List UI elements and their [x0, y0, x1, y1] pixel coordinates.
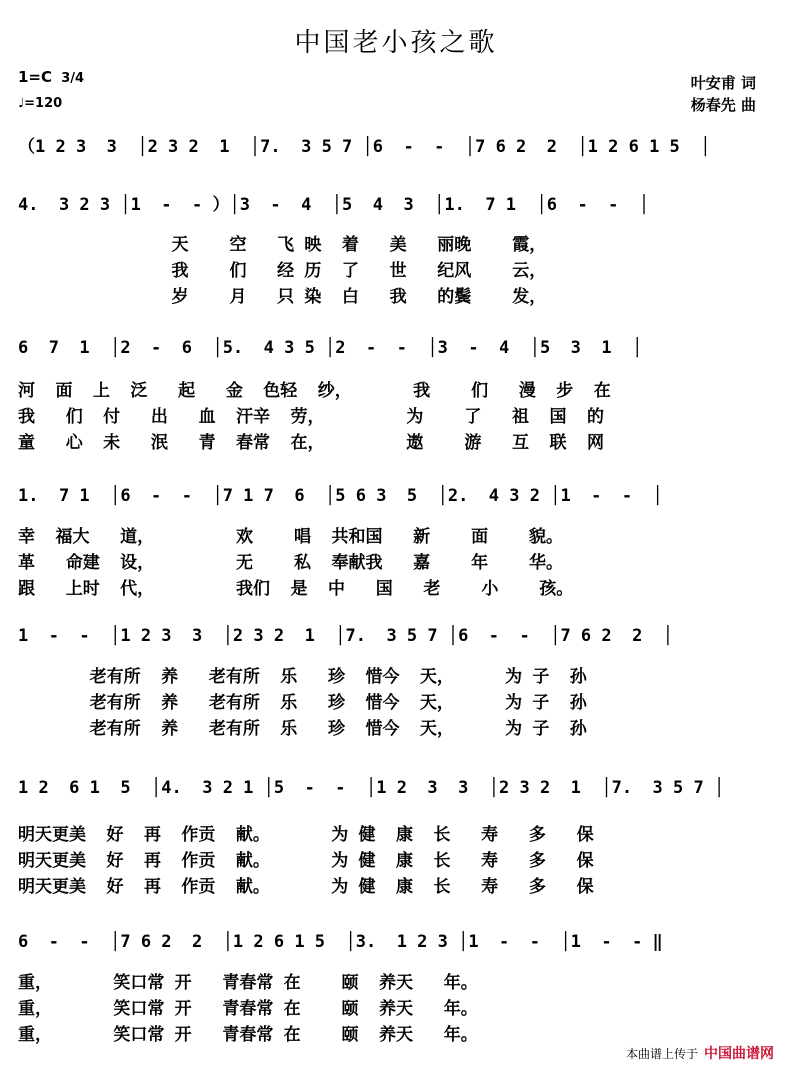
- song-title: 中国老小孩之歌: [294, 28, 498, 58]
- lyric-line: 老有所 养 老有所 乐 珍 惜今 天， 为 子 孙: [18, 667, 587, 687]
- notation-line-4: [18, 486, 770, 516]
- notation-line-5: [18, 626, 770, 656]
- notation-text: 6 7 1 │2 - 6 │5. 4 3 5 │2 - - │3 - 4 │5 3 1 │: [18, 338, 643, 358]
- lyric-line: 明天更美 好 再 作贡 献。 为 健 康 长 寿 多 保: [18, 877, 594, 897]
- notation-line-6: [18, 778, 770, 808]
- lyric-line: 明天更美 好 再 作贡 献。 为 健 康 长 寿 多 保: [18, 825, 594, 845]
- key-label: 1=C: [18, 68, 53, 86]
- lyric-line: 幸 福大 道， 欢 唱 共和国 新 面 貌。: [18, 527, 564, 547]
- notation-text: 1 - - │1 2 3 3 │2 3 2 1 │7. 3 5 7 │6 - - │7 6 2 2 │: [18, 626, 674, 646]
- lyric-line: 革 命建 设， 无 私 奉献我 嘉 年 华。: [18, 553, 564, 573]
- lyric-line: 我 们 付 出 血 汗辛 劳， 为 了 祖 国 的: [18, 407, 604, 427]
- lyric-line: 重， 笑口常 开 青春常 在 颐 养天 年。: [18, 1025, 478, 1045]
- lyric-line: 我 们 经 历 了 世 纪风 云，: [18, 261, 547, 281]
- lyricist: 叶安甫 词: [690, 74, 756, 92]
- footer: [626, 1043, 774, 1063]
- lyric-line: 跟 上时 代， 我们 是 中 国 老 小 孩。: [18, 579, 574, 599]
- lyric-line: 重， 笑口常 开 青春常 在 颐 养天 年。: [18, 999, 478, 1019]
- notation-line-2: [18, 190, 770, 220]
- notation-text: 4. 3 2 3 │1 - - ）│3 - 4 │5 4 3 │1. 7 1 │6 - - │: [18, 195, 650, 215]
- notation-text: 1 2 6 1 5 │4. 3 2 1 │5 - - │1 2 3 3 │2 3 2 1 │7. 3 5 7 │: [18, 778, 725, 798]
- notation-text: 6 - - │7 6 2 2 │1 2 6 1 5 │3. 1 2 3 │1 - - │1 - - ‖: [18, 932, 663, 952]
- lyric-line: 重， 笑口常 开 青春常 在 颐 养天 年。: [18, 973, 478, 993]
- notation-line-3: [18, 338, 770, 368]
- credits: [691, 72, 756, 116]
- notation-text: 1. 7 1 │6 - - │7 1 7 6 │5 6 3 5 │2. 4 3 2 │1 - - │: [18, 486, 663, 506]
- lyric-line: 老有所 养 老有所 乐 珍 惜今 天， 为 子 孙: [18, 719, 587, 739]
- key-signature: [18, 68, 84, 86]
- site-logo[interactable]: 中国曲谱网: [704, 1046, 774, 1062]
- lyric-line: 老有所 养 老有所 乐 珍 惜今 天， 为 子 孙: [18, 693, 587, 713]
- composer: 杨春先 曲: [690, 96, 756, 114]
- lyric-line: 童 心 未 泯 青 春常 在， 遨 游 互 联 网: [18, 433, 604, 453]
- lyric-line: 明天更美 好 再 作贡 献。 为 健 康 长 寿 多 保: [18, 851, 594, 871]
- notation-line-7: [18, 932, 770, 962]
- tempo-marking: ♩=120: [18, 96, 63, 111]
- lyric-line: 岁 月 只 染 白 我 的鬓 发，: [18, 287, 547, 307]
- footer-text: 本曲谱上传于: [625, 1046, 698, 1061]
- lyric-line: 天 空 飞 映 着 美 丽晚 霞，: [18, 235, 547, 255]
- time-signature: 3/4: [61, 71, 85, 86]
- lyric-line: 河 面 上 泛 起 金 色轻 纱， 我 们 漫 步 在: [18, 381, 611, 401]
- notation-text: （1 2 3 3 │2 3 2 1 │7. 3 5 7 │6 - - │7 6 2 2 │1 2 6 1 5 │: [18, 137, 711, 157]
- notation-line-1: [18, 132, 770, 162]
